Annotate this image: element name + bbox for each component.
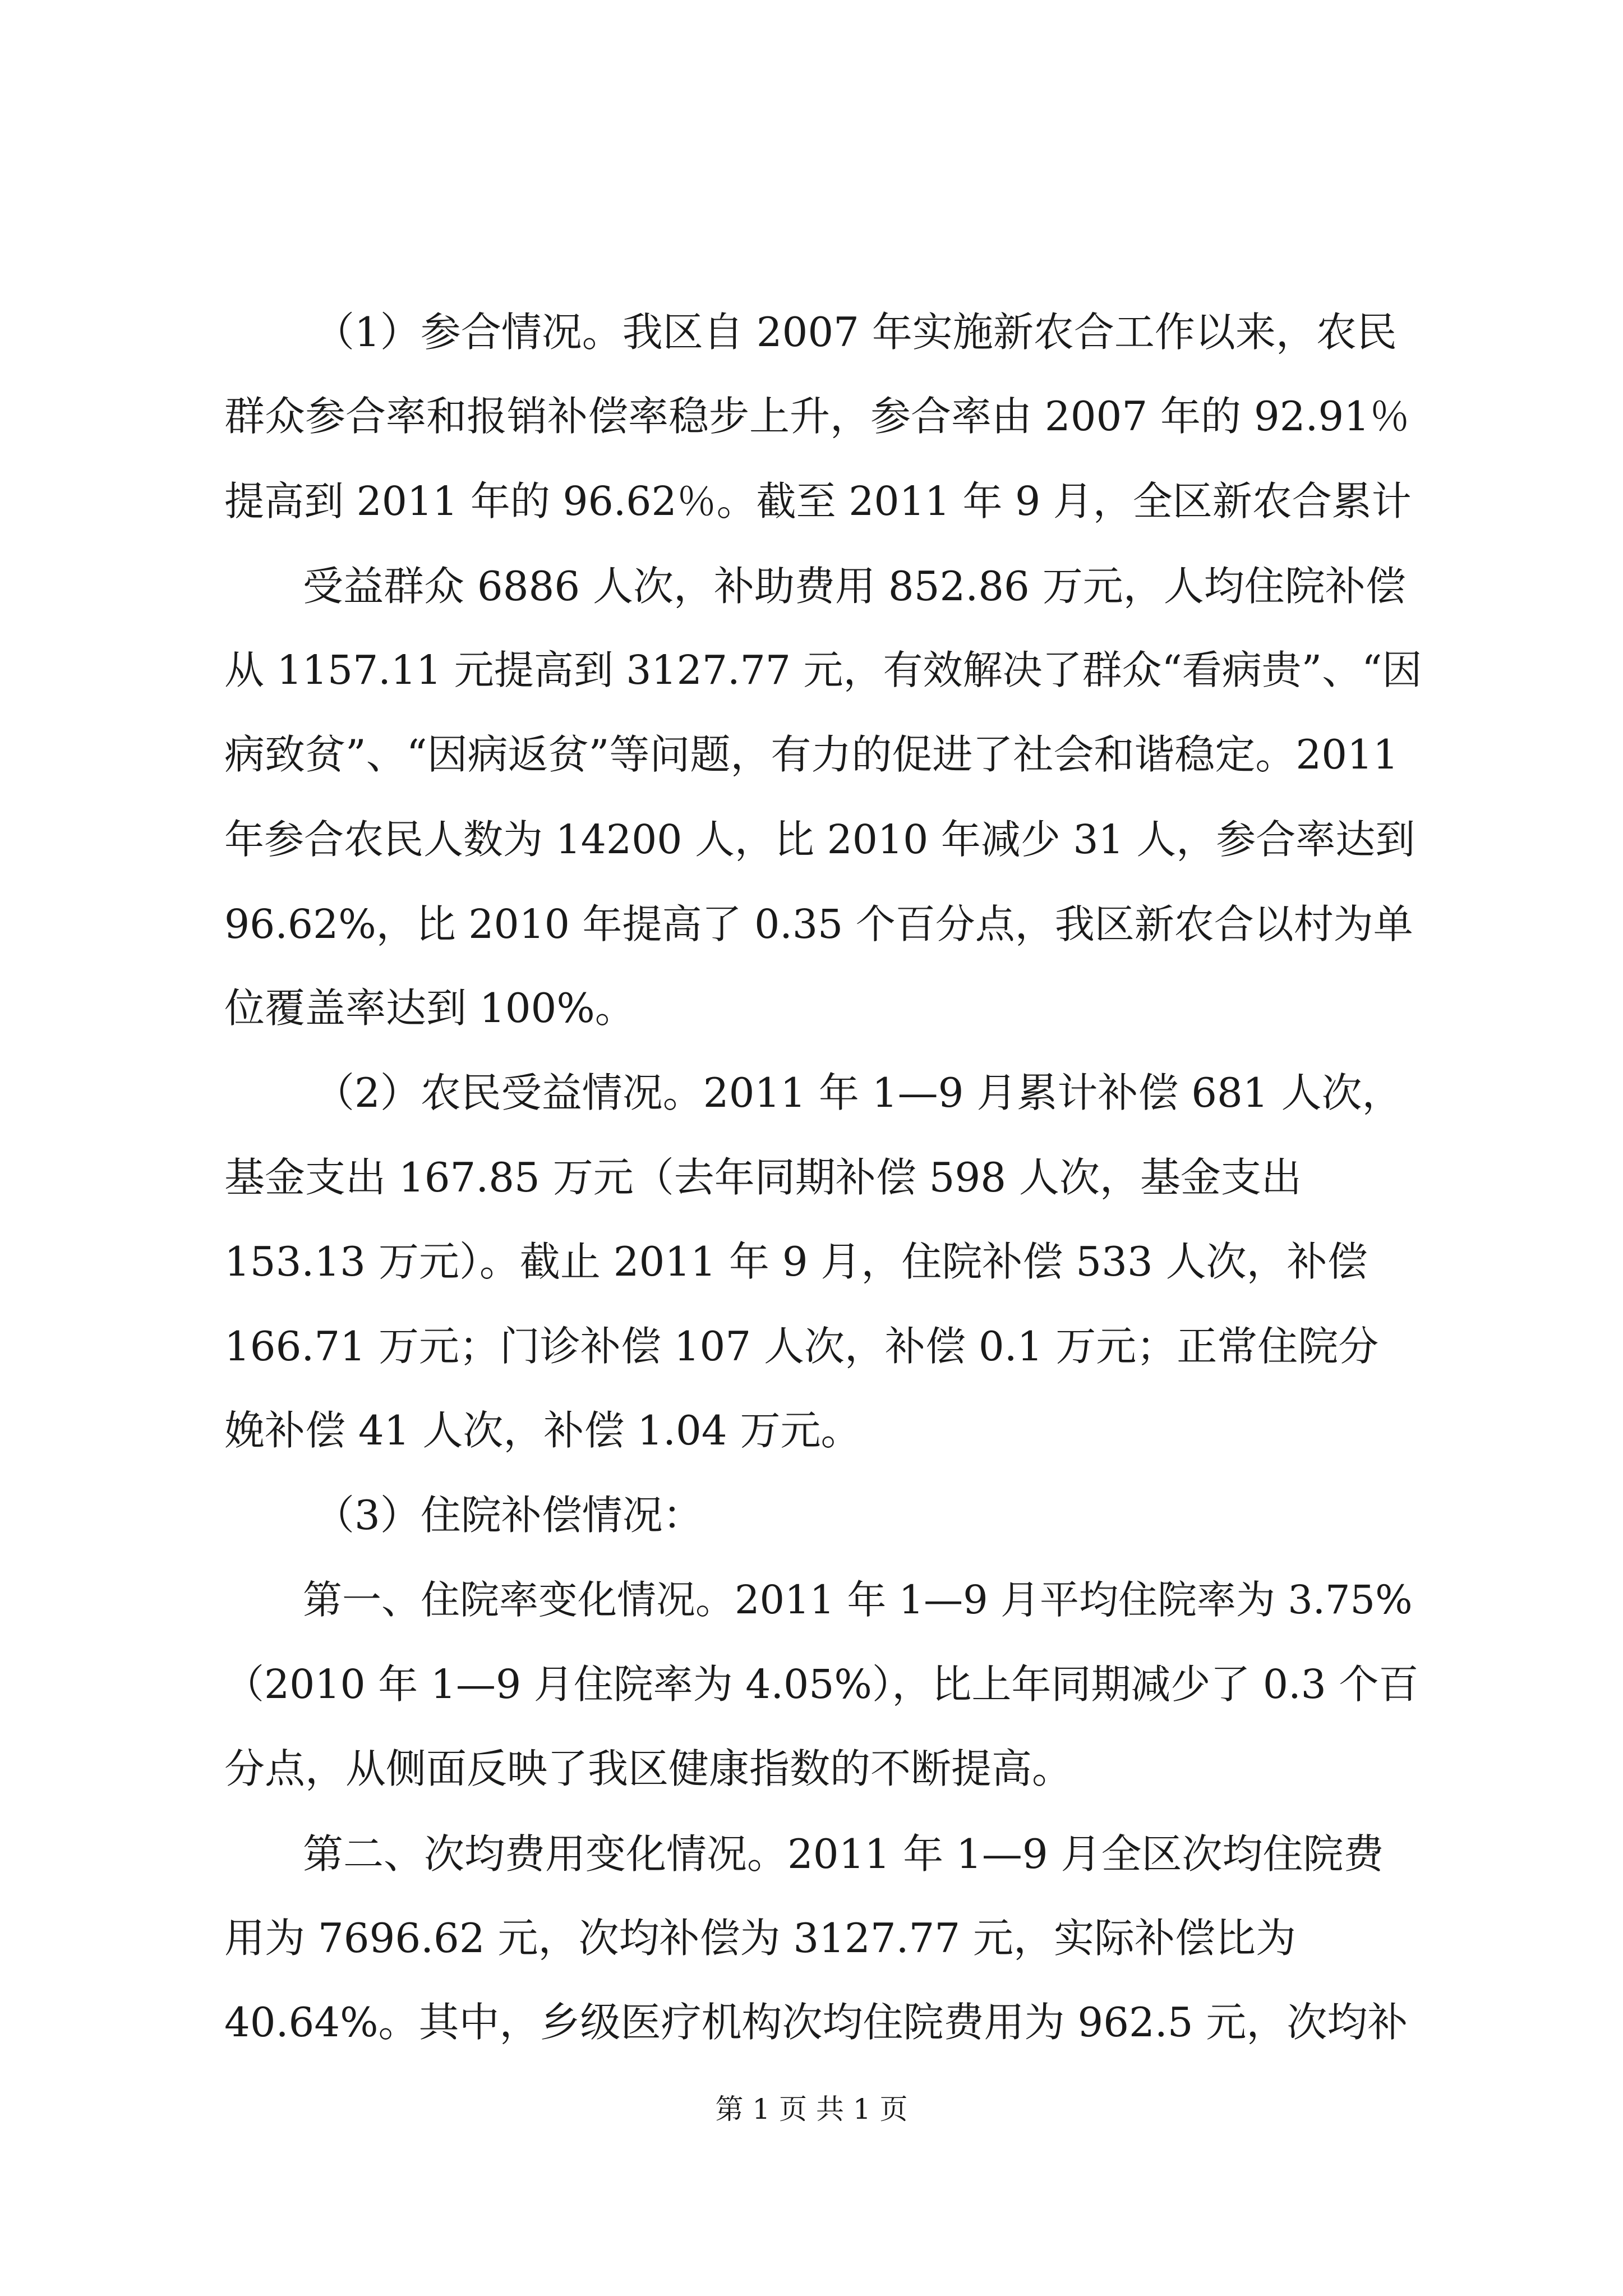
text-line-10: （2）农民受益情况。2011 年 1—9 月累计补偿 681 人次， [314,1069,1403,1116]
text-line-16: 第一、住院率变化情况。2011 年 1—9 月平均住院率为 3.75% [303,1577,1413,1623]
text-line-17: （2010 年 1—9 月住院率为 4.05%），比上年同期减少了 0.3 个百 [224,1661,1419,1708]
text-line-3: 提高到 2011 年的 96.62％。截至 2011 年 9 月，全区新农合累计 [224,478,1412,524]
text-line-8: 96.62%，比 2010 年提高了 0.35 个百分点，我区新农合以村为单 [224,901,1413,947]
text-line-7: 年参合农民人数为 14200 人，比 2010 年减少 31 人，参合率达到 [224,816,1415,863]
text-line-12: 153.13 万元）。截止 2011 年 9 月，住院补偿 533 人次，补偿 [224,1238,1368,1285]
text-line-14: 娩补偿 41 人次，补偿 1.04 万元。 [224,1407,861,1454]
text-line-2: 群众参合率和报销补偿率稳步上升，参合率由 2007 年的 92.91％ [224,393,1410,440]
text-line-9: 位覆盖率达到 100%。 [224,984,635,1032]
text-line-1: （1）参合情况。我区自 2007 年实施新农合工作以来，农民 [314,309,1397,356]
text-line-18: 分点，从侧面反映了我区健康指数的不断提高。 [224,1745,1073,1792]
text-line-15: （3）住院补偿情况： [314,1492,703,1539]
text-line-20: 用为 7696.62 元，次均补偿为 3127.77 元，实际补偿比为 [224,1915,1297,1962]
text-line-21: 40.64%。其中，乡级医疗机构次均住院费用为 962.5 元，次均补 [224,1999,1408,2046]
text-line-6: 病致贫”、“因病返贫”等问题，有力的促进了社会和谐稳定。2011 [224,731,1399,778]
text-line-5: 从 1157.11 元提高到 3127.77 元，有效解决了群众“看病贵”、“因 [224,647,1422,693]
text-line-4: 受益群众 6886 人次，补助费用 852.86 万元，人均住院补偿 [303,563,1406,610]
page-number-footer: 第 1 页 共 1 页 [715,2093,908,2125]
text-line-19: 第二、次均费用变化情况。2011 年 1—9 月全区次均住院费 [303,1830,1384,1878]
text-line-11: 基金支出 167.85 万元（去年同期补偿 598 人次，基金支出 [224,1154,1302,1201]
text-line-13: 166.71 万元；门诊补偿 107 人次，补偿 0.1 万元；正常住院分 [224,1323,1379,1370]
